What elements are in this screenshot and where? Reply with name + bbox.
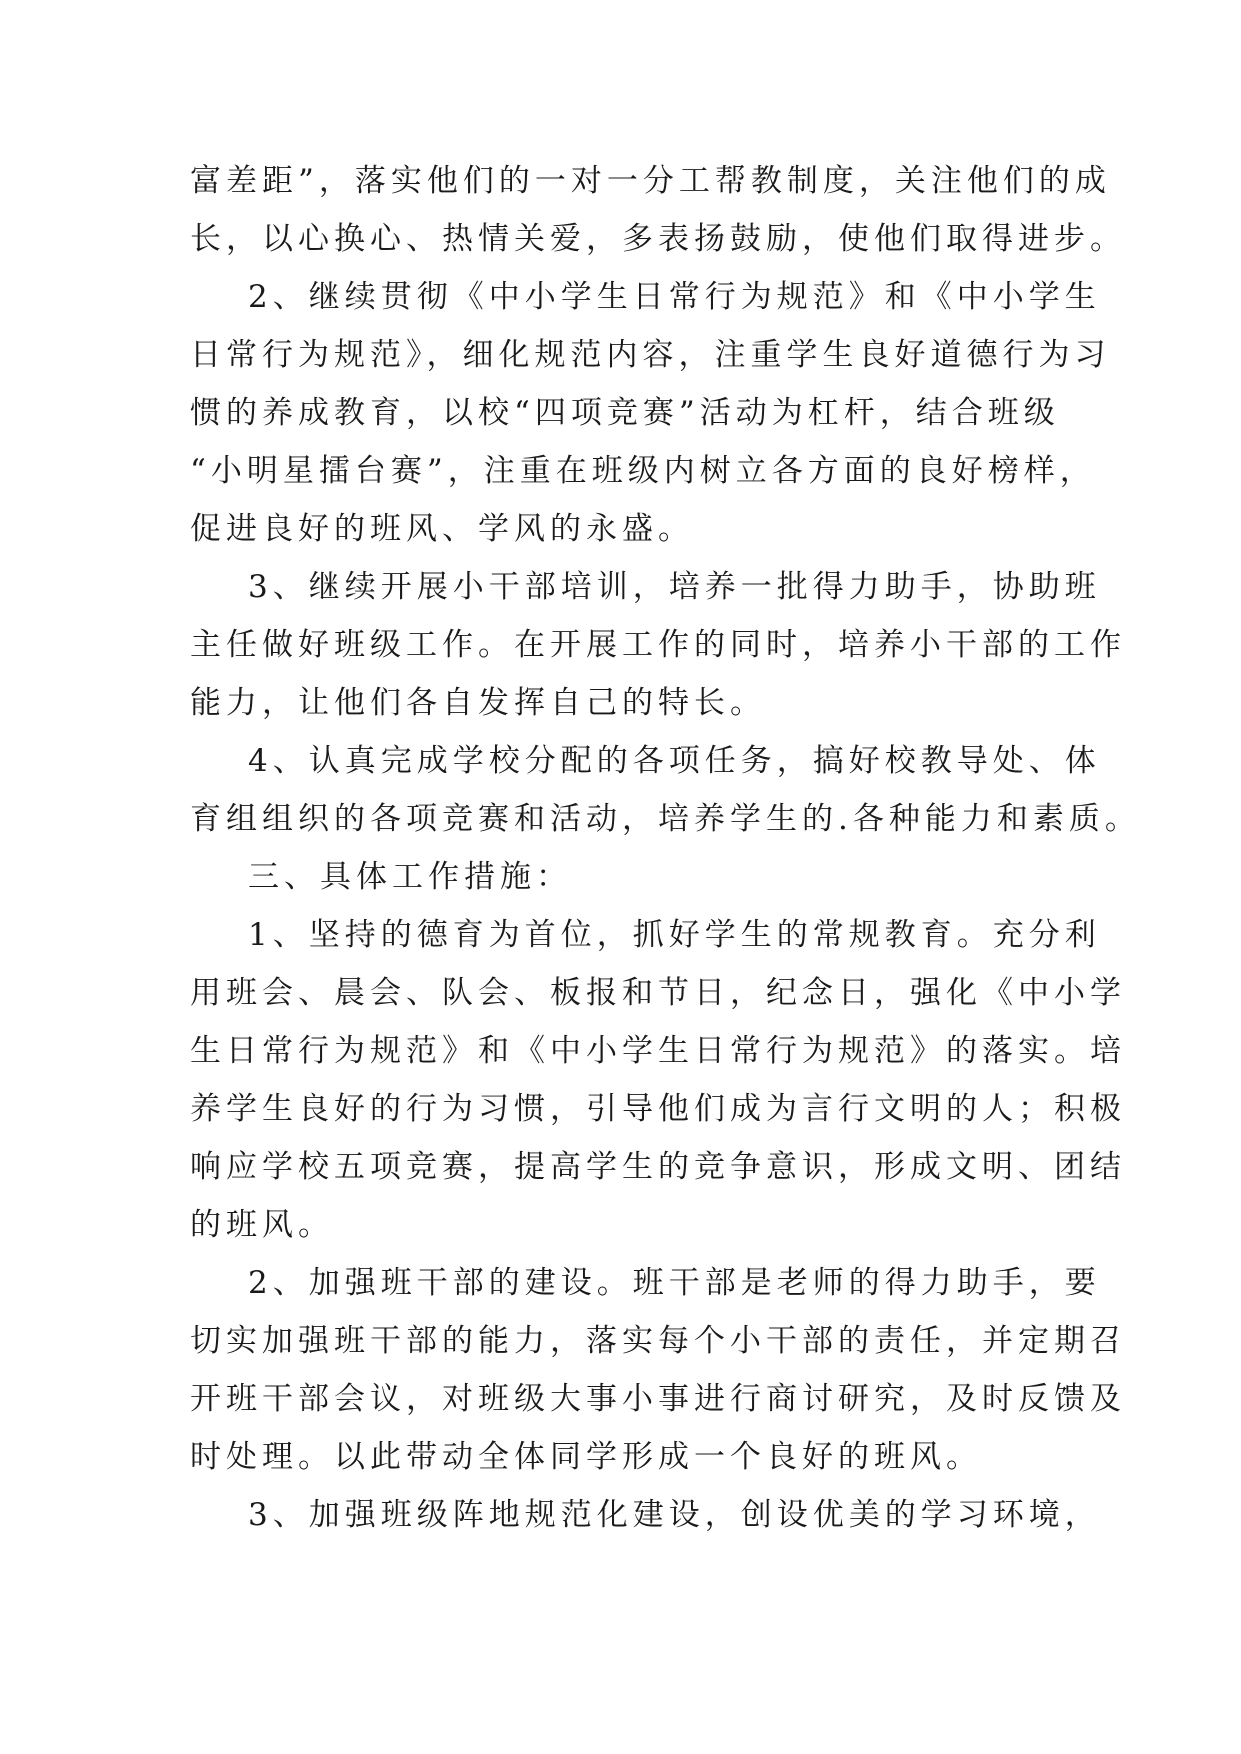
text-line: 2、加强班干部的建设。班干部是老师的得力助手，要 xyxy=(248,1265,1101,1301)
text-line: 开班干部会议，对班级大事小事进行商讨研究，及时反馈及 xyxy=(190,1381,1126,1417)
text-line: 主任做好班级工作。在开展工作的同时，培养小干部的工作 xyxy=(190,627,1126,663)
text-line: 育组组织的各项竞赛和活动，培养学生的.各种能力和素质。 xyxy=(190,801,1141,837)
text-line: 养学生良好的行为习惯，引导他们成为言行文明的人；积极 xyxy=(190,1091,1126,1127)
text-line: 1、坚持的德育为首位，抓好学生的常规教育。充分利 xyxy=(248,917,1101,953)
text-line: 长，以心换心、热情关爱，多表扬鼓励，使他们取得进步。 xyxy=(190,221,1126,257)
text-line: 3、继续开展小干部培训，培养一批得力助手，协助班 xyxy=(248,569,1101,605)
text-line: 用班会、晨会、队会、板报和节日，纪念日，强化《中小学 xyxy=(190,975,1126,1011)
text-line: 促进良好的班风、学风的永盛。 xyxy=(190,511,694,547)
text-line: 的班风。 xyxy=(190,1207,334,1243)
text-line: 2、继续贯彻《中小学生日常行为规范》和《中小学生 xyxy=(248,279,1101,315)
text-line: 生日常行为规范》和《中小学生日常行为规范》的落实。培 xyxy=(190,1033,1126,1069)
text-line: 时处理。以此带动全体同学形成一个良好的班风。 xyxy=(190,1439,982,1475)
text-line: “小明星擂台赛”，注重在班级内树立各方面的良好榜样， xyxy=(190,453,1096,489)
text-line: 3、加强班级阵地规范化建设，创设优美的学习环境， xyxy=(248,1497,1101,1533)
section-heading: 三、具体工作措施： xyxy=(248,859,572,895)
text-line: 富差距”，落实他们的一对一分工帮教制度，关注他们的成 xyxy=(190,163,1111,199)
text-line: 切实加强班干部的能力，落实每个小干部的责任，并定期召 xyxy=(190,1323,1126,1359)
text-line: 4、认真完成学校分配的各项任务，搞好校教导处、体 xyxy=(248,743,1101,779)
text-line: 惯的养成教育，以校“四项竞赛”活动为杠杆，结合班级 xyxy=(190,395,1060,431)
text-line: 能力，让他们各自发挥自己的特长。 xyxy=(190,685,766,721)
text-line: 日常行为规范》，细化规范内容，注重学生良好道德行为习 xyxy=(190,337,1111,373)
document-body xyxy=(190,152,1141,1544)
text-line: 响应学校五项竞赛，提高学生的竞争意识，形成文明、团结 xyxy=(190,1149,1126,1185)
